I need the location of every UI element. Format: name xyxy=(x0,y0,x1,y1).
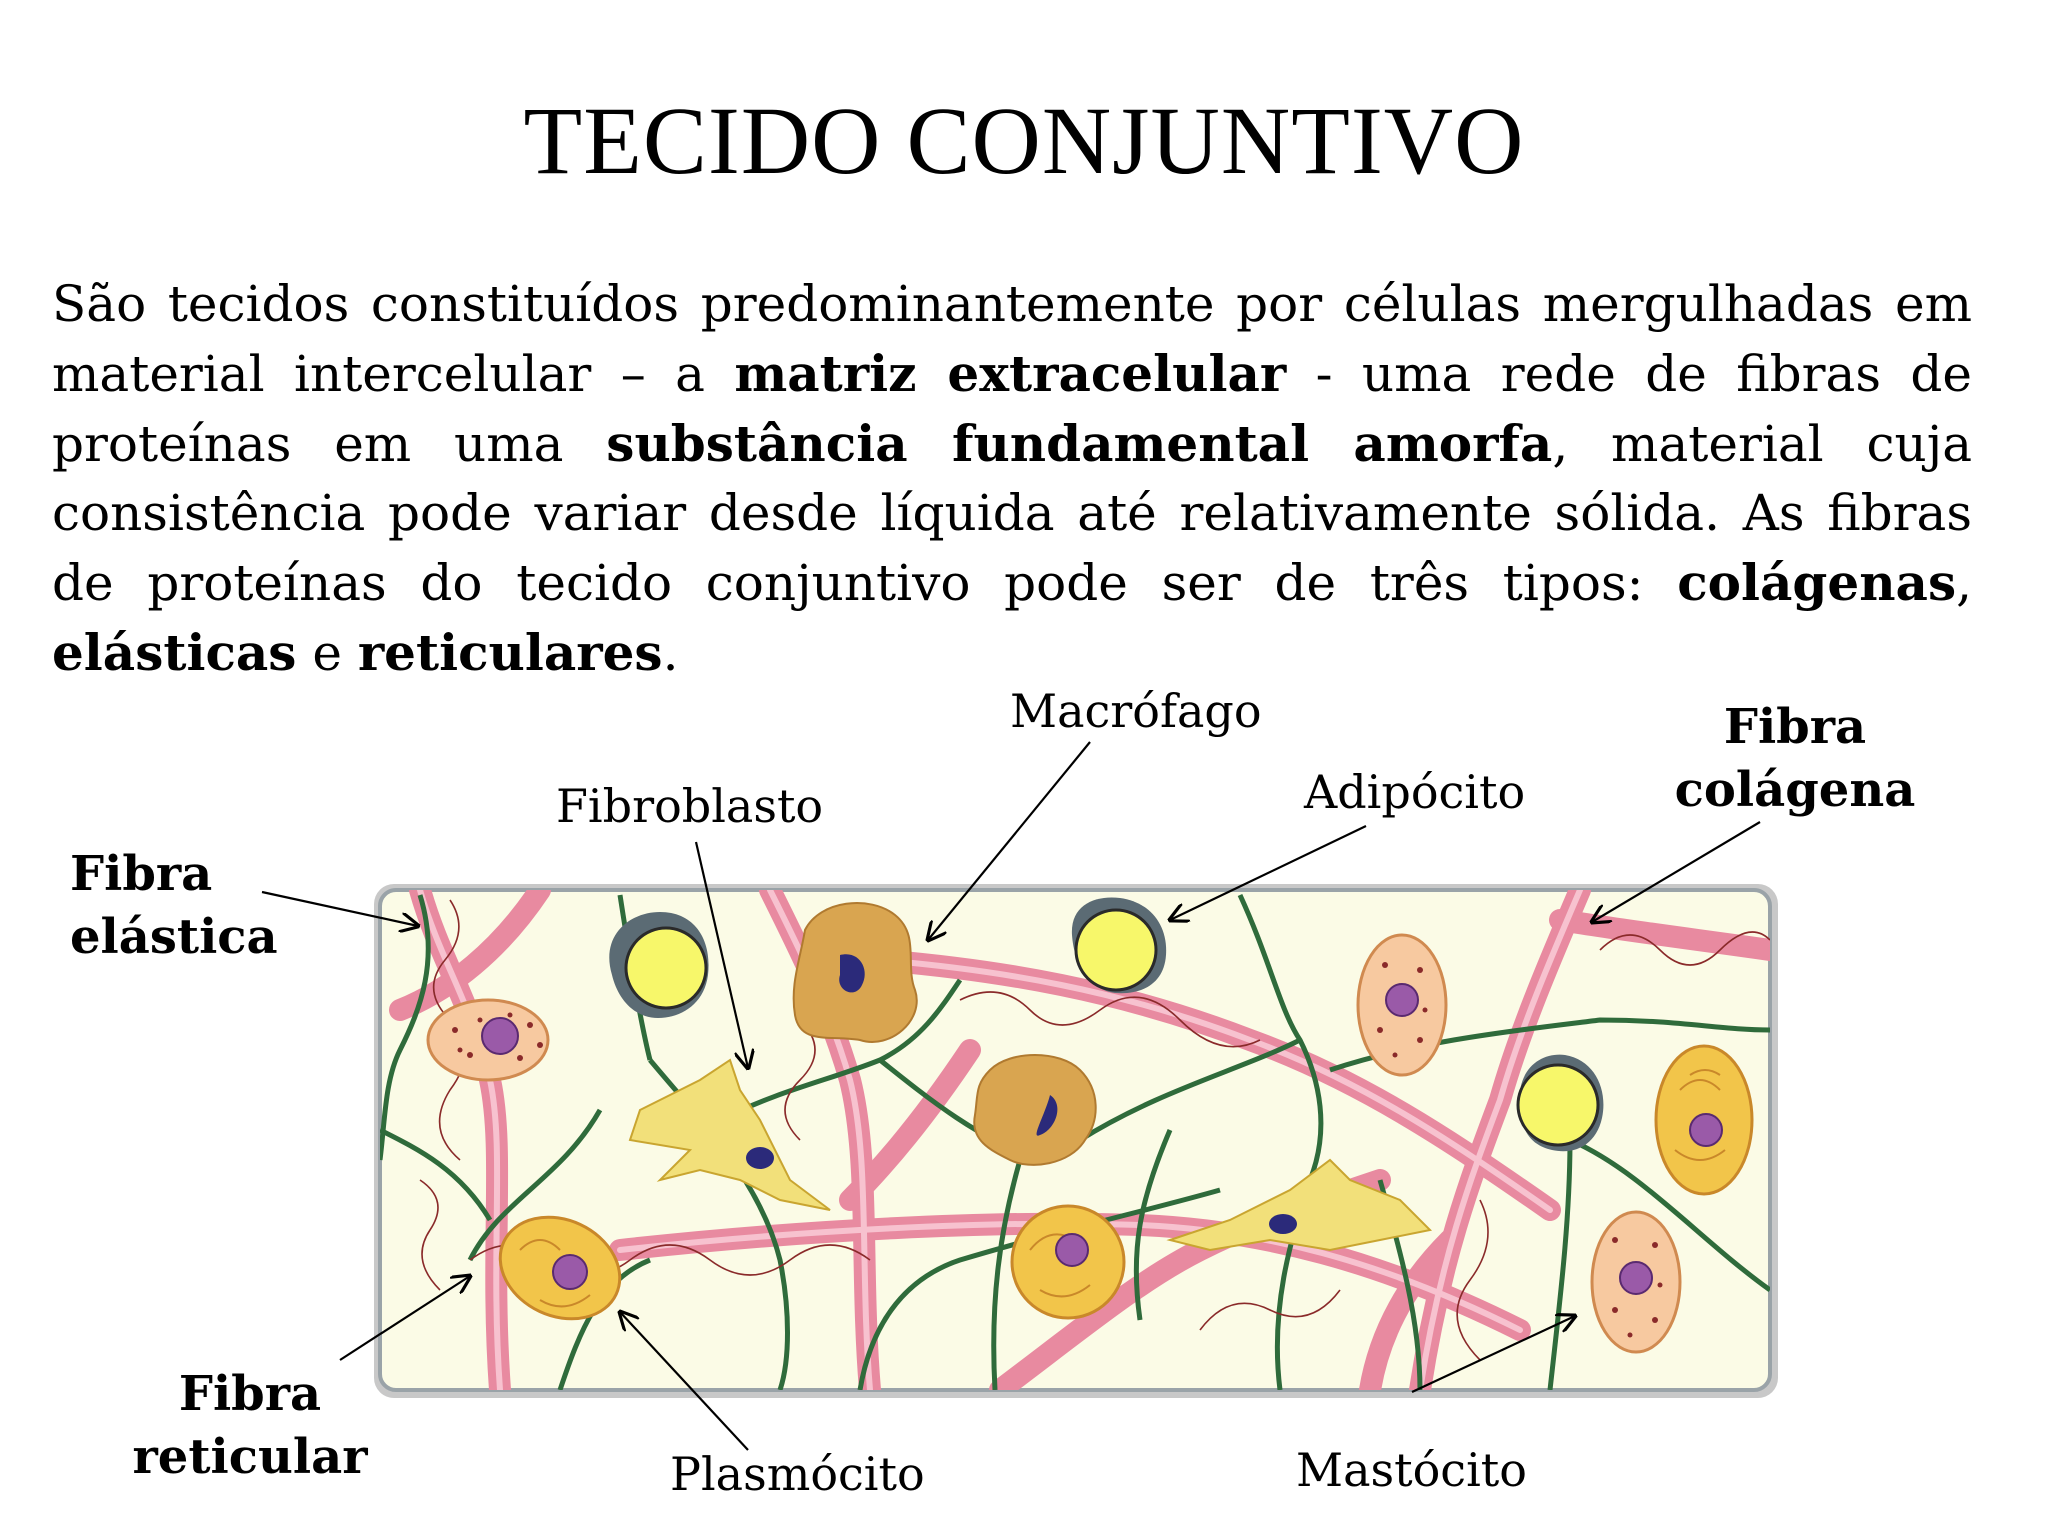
mast-cell-1 xyxy=(428,1000,548,1080)
label-plasmocito: Plasmócito xyxy=(670,1447,925,1501)
label-macrofago: Macrófago xyxy=(1010,684,1262,738)
label-fibra-colagena-1: Fibra xyxy=(1723,699,1867,755)
adipocyte-3 xyxy=(1518,1055,1603,1152)
label-fibra-elastica-1: Fibra xyxy=(70,846,213,902)
intro-text-1: São tecidos constituídos predominantemente por células mergulhadas em material intercelular – a xyxy=(52,275,1972,403)
label-mastocito: Mastócito xyxy=(1296,1443,1527,1497)
label-fibra-reticular-2: reticular xyxy=(132,1429,368,1485)
label-adipocito: Adipócito xyxy=(1304,765,1526,819)
label-fibra-colagena-2: colágena xyxy=(1674,762,1916,818)
intro-text-6: . xyxy=(662,624,679,682)
intro-text-4: , xyxy=(1956,554,1972,612)
slide-title: TECIDO CONJUNTIVO xyxy=(523,87,1525,194)
term-matriz-extracelular: matriz extracelular xyxy=(734,344,1287,403)
intro-text-5: e xyxy=(296,624,358,682)
plasma-cell-3 xyxy=(1012,1206,1124,1318)
term-colagenas: colágenas xyxy=(1677,553,1957,612)
label-fibra-elastica-2: elástica xyxy=(70,909,278,965)
macrophage-2 xyxy=(974,1055,1095,1165)
term-elasticas: elásticas xyxy=(52,623,297,682)
plasma-cell-1 xyxy=(1656,1046,1752,1194)
mast-cell-3 xyxy=(1592,1212,1680,1352)
intro-text-3: , material cuja consistência pode variar desde líquida até relativamente sólida. As fibras de proteínas do tecido conjuntivo pode ser de três tipos: xyxy=(52,415,1973,612)
label-fibroblasto: Fibroblasto xyxy=(556,779,824,833)
macrophage-1 xyxy=(794,903,917,1042)
label-fibra-reticular-1: Fibra xyxy=(178,1366,322,1422)
mast-cell-2 xyxy=(1358,935,1446,1075)
term-reticulares: reticulares xyxy=(357,623,663,682)
term-substancia-fundamental: substância fundamental amorfa xyxy=(606,414,1553,473)
intro-text-2: - uma rede de fibras de proteínas em uma xyxy=(52,345,1972,473)
